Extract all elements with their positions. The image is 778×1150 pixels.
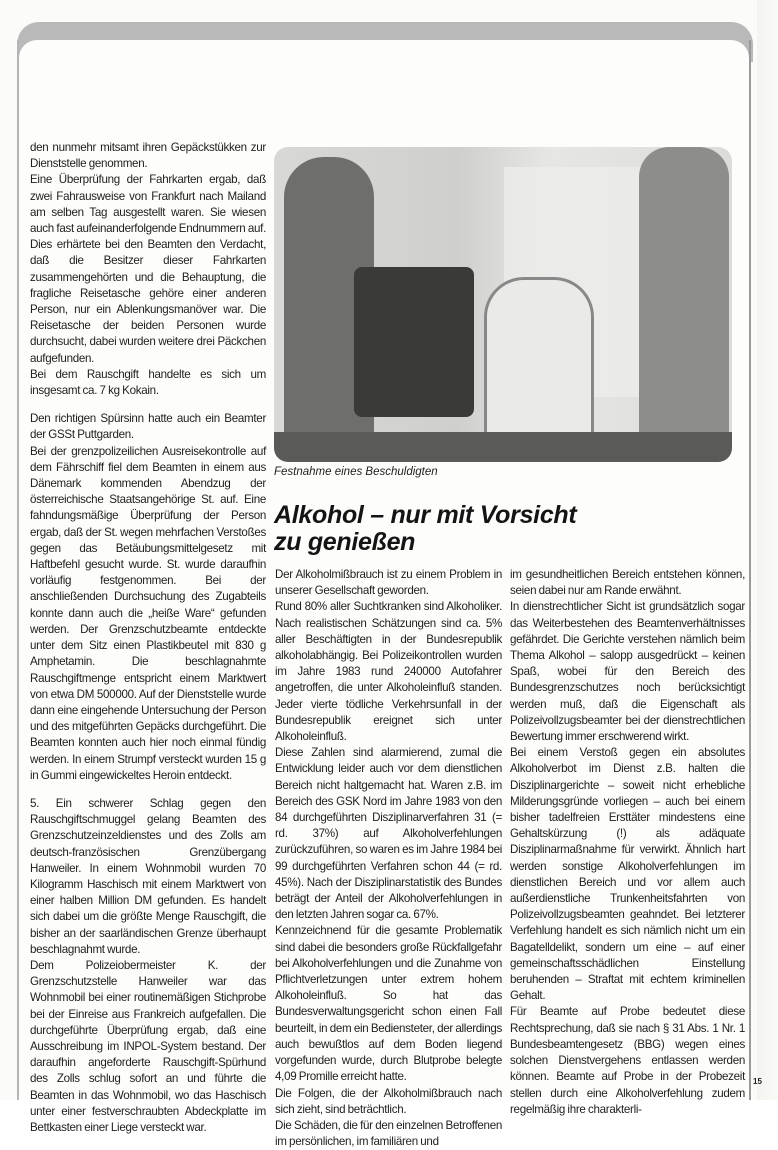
- paragraph: Bei dem Rauschgift handelte es sich um insgesamt ca. 7 kg Kokain.: [30, 367, 266, 398]
- paragraph: 5. Ein schwerer Schlag gegen den Rauschgiftschmuggel gelang Beamten des Grenzschutzeinzeldienstes und des Zolls am deutsch-französischen Grenzübergang Hanweiler. In einem Wohnmobil wurden 70 Kilogramm Haschisch mit einem Marktwert von einer halben Million DM gefunden. Es handelt sich dabei um die größte Menge Rauschgift, die bisher an der saarländischen Grenze überhaupt beschlagnahmt wurde.: [30, 796, 266, 956]
- paragraph: Die Folgen, die der Alkoholmißbrauch nach sich zieht, sind beträchtlich.: [275, 1086, 502, 1116]
- arrest-photo: [274, 147, 732, 462]
- paragraph: Bei der grenzpolizeilichen Ausreisekontrolle auf dem Fährschiff fiel dem Beamten in einem aus Dänemark kommenden Abendzug der österreichische Staatsangehörige St. auf. Eine fahndungsmäßige Überprüfung der Person ergab, daß der St. wegen mehrfachen Verstoßes gegen das Betäubungsmittelgesetz mit Haftbefehl gesucht wurde. St. wurde daraufhin vorläufig festgenommen. Bei der anschließenden Durchsuchung des Zugabteils konnte dann auch die „heiße Ware“ gefunden werden. Der Grenzschutzbeamte entdeckte unter dem Sitz einen Plastikbeutel mit 830 g Amphetamin. Die beschlagnahmte Rauschgiftmenge entspricht einem Marktwert von etwa DM 500000. Auf der Dienststelle wurde dann eine eingehende Untersuchung der Person und des mitgeführten Gepäcks durchgeführt. Die Beamten konnten auch hier noch einmal fündig werden. In einem Strumpf versteckt wurden 15 g in Gummi eingewickeltes Heroin entdeckt.: [30, 444, 266, 782]
- paragraph: Diese Zahlen sind alarmierend, zumal die Entwicklung leider auch vor dem dienstlichen Bereich nicht haltgemacht hat. Waren z.B. im Bereich des GSK Nord im Jahre 1983 von den 84 durchgeführten Disziplinarverfahren 31 (= rd. 37%) auf Alkoholverfehlungen zurückzuführen, so waren es im Jahre 1984 bei 99 durchgeführten Verfahren schon 44 (= rd. 45%). Nach der Disziplinarstatistik des Bundes beträgt der Anteil der Alkoholverfehlungen in den letzten Jahren sogar ca. 67%.: [275, 746, 502, 922]
- article-headline: [274, 502, 576, 556]
- suitcase: [354, 267, 474, 417]
- paragraph: Kennzeichnend für die gesamte Problematik sind dabei die besonders große Rückfallgefahr bei Alkoholverfehlungen und die Zunahme von Pflichtverletzungen unter extrem hohem Alkoholeinfluß. So hat das Bundesverwaltungsgericht schon einen Fall beurteilt, in dem ein Bediensteter, der allerdings auch bewußtlos auf dem Boden liegend vorgefunden wurde, durch Blutprobe belegte 4,09 Promille erreicht hatte.: [275, 924, 502, 1084]
- table: [274, 432, 732, 462]
- page-number: 15: [753, 1077, 762, 1086]
- scan-margin: [757, 0, 778, 1100]
- paragraph: Für Beamte auf Probe bedeutet diese Rechtsprechung, daß sie nach § 31 Abs. 1 Nr. 1 Bundesbeamtengesetz (BBG) wegen eines solchen Dienstvergehens entlassen werden können. Beamte auf Probe in der Probezeit stellen durch eine Alkoholverfehlung zudem regelmäßig ihre charakterli-: [510, 1005, 745, 1116]
- middle-column: [275, 567, 502, 1150]
- officer-right: [639, 147, 729, 462]
- paragraph: Rund 80% aller Suchtkranken sind Alkoholiker. Nach realistischen Schätzungen sind ca. 5% aller Beschäftigten in der Bundesrepublik alkoholabhängig. Bei Polizeikontrollen wurden im Jahre 1983 rund 240000 Autofahrer angetroffen, die unter Alkoholeinfluß standen. Jeder vierte tödliche Verkehrsunfall in der Bundesrepublik ereignet sich unter Alkoholeinfluß.: [275, 600, 502, 744]
- paragraph: Den richtigen Spürsinn hatte auch ein Beamter der GSSt Puttgarden.: [30, 412, 266, 442]
- left-column: [30, 140, 266, 1136]
- headline-line: Alkohol – nur mit Vorsicht: [274, 501, 577, 529]
- paragraph: den nunmehr mitsamt ihren Gepäckstükken zur Dienststelle genommen.: [30, 141, 266, 171]
- paragraph: Eine Überprüfung der Fahrkarten ergab, daß zwei Fahrausweise von Frankfurt nach Mailand am selben Tag ausgestellt waren. Sie wiesen auch fast aufeinanderfolgende Endnummern auf. Dies erhärtete bei den Beamten den Verdacht, daß die Besitzer dieser Fahrkarten zusammengehörten und die Behauptung, die fragliche Reisetasche gehöre einer anderen Person, nur ein Ablenkungsmanöver war. Die Reisetasche der beiden Personen wurde durchsucht, dabei wurden weitere drei Päckchen aufgefunden.: [30, 173, 266, 365]
- paragraph: Der Alkoholmißbrauch ist zu einem Problem in unserer Gesellschaft geworden.: [275, 568, 502, 598]
- paragraph: Die Schäden, die für den einzelnen Betroffenen im persönlichen, im familiären und: [275, 1118, 502, 1149]
- paragraph: Bei einem Verstoß gegen ein absolutes Alkoholverbot im Dienst z.B. halten die Disziplinargerichte – soweit nicht erhebliche Milderungsgründe vorliegen – auch bei einem bisher tadelfreien Ersttäter mindestens eine Gehaltskürzung (!) als adäquate Disziplinarmaßnahme für verwirkt. Ähnlich hart werden sonstige Alkoholverfehlungen im dienstlichen Bereich und vor allem auch außerdienstliche Trunkenheitsfahrten von Polizeivollzugsbeamten geahndet. Bei letzterer Verfehlung handelt es sich nämlich nicht um ein Bagatelldelikt, sondern um eine – auf einer gemeinschaftsschädlichen Einstellung beruhenden – Straftat mit echtem kriminellen Gehalt.: [510, 746, 745, 1003]
- right-column: [510, 567, 745, 1118]
- paragraph: im gesundheitlichen Bereich entstehen können, seien dabei nur am Rande erwähnt.: [510, 568, 745, 598]
- headline-line: zu genießen: [274, 528, 416, 556]
- paragraph: Dem Polizeiobermeister K. der Grenzschutzstelle Hanweiler war das Wohnmobil bei einer routinemäßigen Stichprobe bei der Einreise aus Frankreich aufgefallen. Die durchgeführte Überprüfung ergab, daß eine Ausschreibung im INPOL-System bestand. Der daraufhin angeforderte Rauschgift-Spürhund des Zolls schlug sofort an und führte die Beamten in das Wohnmobil, wo das Haschisch unter einer festverschraubten Abdeckplatte im Bettkasten einer Liege versteckt war.: [30, 958, 266, 1134]
- photo-caption: Festnahme eines Beschuldigten: [274, 466, 438, 478]
- paragraph: In dienstrechtlicher Sicht ist grundsätzlich sogar das Weiterbestehen des Beamtenverhältnisses gefährdet. Die Gerichte verstehen nämlich beim Thema Alkohol – salopp ausgedrückt – keinen Spaß, wobei für den Bereich des Bundesgrenzschutzes noch berücksichtigt werden muß, daß die Eigenschaft als Polizeivollzugsbeamter bei der dienstrechtlichen Bewertung immer erschwerend wirkt.: [510, 600, 745, 744]
